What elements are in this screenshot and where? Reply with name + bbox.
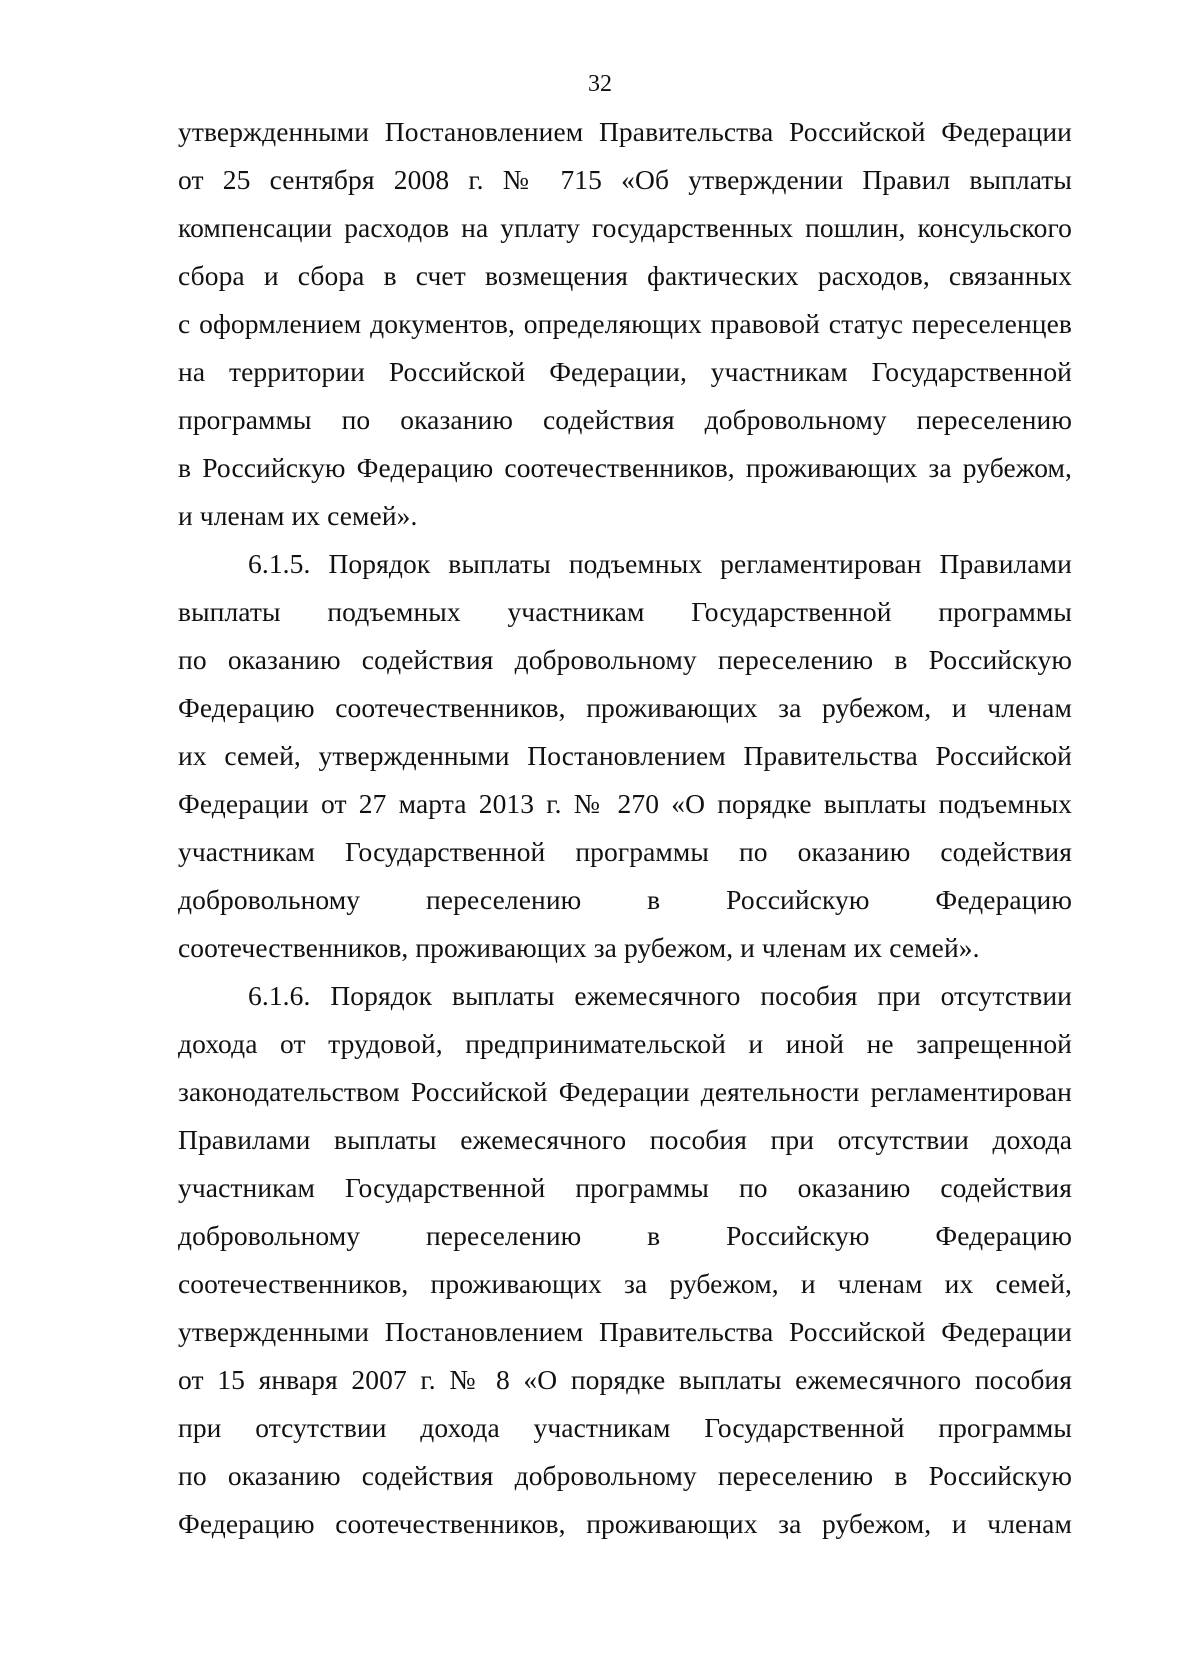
- text-line: их семей, утвержденными Постановлением Правительства Российской: [178, 740, 1072, 771]
- text-line: 6.1.5. Порядок выплаты подъемных регламентирован Правилами: [248, 548, 1072, 579]
- text-line: в Российскую Федерацию соотечественников, проживающих за рубежом,: [178, 452, 1072, 483]
- text-line: законодательством Российской Федерации деятельности регламентирован: [178, 1076, 1072, 1107]
- text-line: соотечественников, проживающих за рубежом, и членам их семей,: [178, 1268, 1072, 1299]
- text-line: от 15 января 2007 г. № 8 «О порядке выплаты ежемесячного пособия: [178, 1364, 1072, 1395]
- paragraph-6-1-6: [178, 972, 1072, 1548]
- text-line: утвержденными Постановлением Правительства Российской Федерации: [178, 1316, 1072, 1347]
- text-line: Федерацию соотечественников, проживающих за рубежом, и членам: [178, 692, 1072, 723]
- text-line: программы по оказанию содействия добровольному переселению: [178, 404, 1072, 435]
- text-line: 6.1.6. Порядок выплаты ежемесячного пособия при отсутствии: [248, 980, 1072, 1011]
- text-line: по оказанию содействия добровольному переселению в Российскую: [178, 1460, 1072, 1491]
- text-line: сбора и сбора в счет возмещения фактических расходов, связанных: [178, 260, 1072, 291]
- text-line: участникам Государственной программы по оказанию содействия: [178, 1172, 1072, 1203]
- text-line: дохода от трудовой, предпринимательской и иной не запрещенной: [178, 1028, 1072, 1059]
- text-line: участникам Государственной программы по оказанию содействия: [178, 836, 1072, 867]
- text-line: добровольному переселению в Российскую Федерацию: [178, 1220, 1072, 1251]
- text-line: соотечественников, проживающих за рубежом, и членам их семей».: [178, 932, 980, 963]
- document-body: [178, 108, 1072, 1548]
- text-line: выплаты подъемных участникам Государственной программы: [178, 596, 1072, 627]
- text-line: и членам их семей».: [178, 500, 418, 531]
- text-line: при отсутствии дохода участникам Государственной программы: [178, 1412, 1072, 1443]
- paragraph-6-1-5: [178, 540, 1072, 972]
- text-line: компенсации расходов на уплату государственных пошлин, консульского: [178, 212, 1072, 243]
- text-line: Правилами выплаты ежемесячного пособия при отсутствии дохода: [178, 1124, 1072, 1155]
- text-line: утвержденными Постановлением Правительства Российской Федерации: [178, 116, 1072, 147]
- text-line: Федерации от 27 марта 2013 г. № 270 «О порядке выплаты подъемных: [178, 788, 1072, 819]
- text-line: добровольному переселению в Российскую Федерацию: [178, 884, 1072, 915]
- text-line: с оформлением документов, определяющих правовой статус переселенцев: [178, 308, 1072, 339]
- page-number: 32: [588, 71, 612, 97]
- paragraph-continuation: [178, 108, 1072, 540]
- text-line: от 25 сентября 2008 г. № 715 «Об утверждении Правил выплаты: [178, 164, 1072, 195]
- text-line: Федерацию соотечественников, проживающих за рубежом, и членам: [178, 1508, 1072, 1539]
- text-line: по оказанию содействия добровольному переселению в Российскую: [178, 644, 1072, 675]
- text-line: на территории Российской Федерации, участникам Государственной: [178, 356, 1072, 387]
